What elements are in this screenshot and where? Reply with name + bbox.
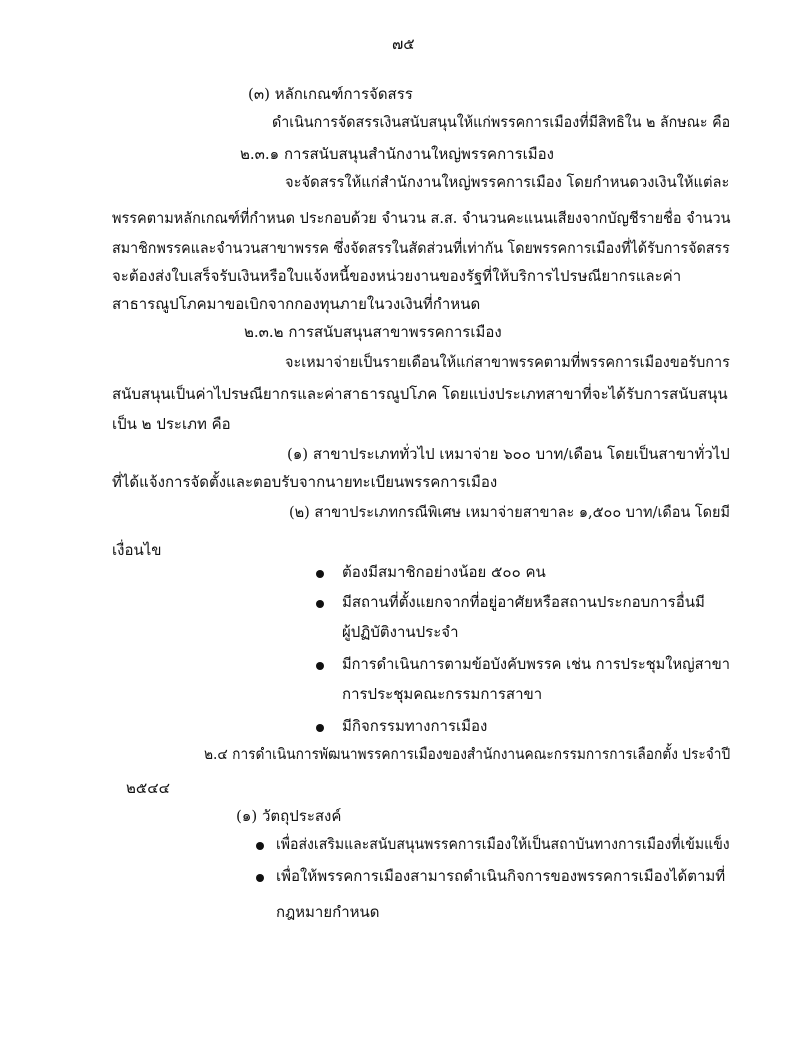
section-2-3-1-line-3: สมาชิกพรรคและจำนวนสาขาพรรค ซึ่งจัดสรรในสัดส่วนที่เท่ากัน โดยพรรคการเมืองที่ได้รับการจัดสรร [112, 239, 730, 257]
objective-2-line-2: กฎหมายกำหนด [276, 903, 380, 921]
section-2-3-2-line-3: เป็น ๒ ประเภท คือ [112, 415, 231, 433]
section-2-3-1-line-1: จะจัดสรรให้แก่สำนักงานใหญ่พรรคการเมือง โดยกำหนดวงเงินให้แต่ละ [285, 173, 730, 191]
branch-type-2-line-2: เงื่อนไข [112, 541, 162, 559]
branch-type-2-line-1: (๒) สาขาประเภทกรณีพิเศษ เหมาจ่ายสาขาละ ๑,๕๐๐ บาท/เดือน โดยมี [289, 503, 731, 521]
branch-type-1-line-1: (๑) สาขาประเภททั่วไป เหมาจ่าย ๖๐๐ บาท/เดือน โดยเป็นสาขาทั่วไป [287, 445, 730, 463]
section-2-4-heading-line-2: ๒๕๔๔ [126, 779, 170, 797]
section-3-intro: ดำเนินการจัดสรรเงินสนับสนุนให้แก่พรรคการเมืองที่มีสิทธิใน ๒ ลักษณะ คือ [272, 113, 731, 131]
condition-4-line-1: มีกิจกรรมทางการเมือง [342, 717, 488, 735]
bullet-icon [256, 874, 264, 882]
bullet-icon [316, 600, 324, 608]
section-2-3-1-heading: ๒.๓.๑ การสนับสนุนสำนักงานใหญ่พรรคการเมือง [240, 145, 554, 163]
condition-2-line-1: มีสถานที่ตั้งแยกจากที่อยู่อาศัยหรือสถานประกอบการอื่นมี [342, 593, 705, 611]
section-2-3-2-line-1: จะเหมาจ่ายเป็นรายเดือนให้แก่สาขาพรรคตามที่พรรคการเมืองขอรับการ [285, 353, 730, 371]
bullet-icon [316, 662, 324, 670]
section-2-3-1-line-2: พรรคตามหลักเกณฑ์ที่กำหนด ประกอบด้วย จำนวน ส.ส. จำนวนคะแนนเสียงจากบัญชีรายชื่อ จำนวน [112, 209, 731, 227]
objective-1-line-1: เพื่อส่งเสริมและสนับสนุนพรรคการเมืองให้เป็นสถาบันทางการเมืองที่เข้มแข็ง [276, 835, 730, 853]
page-number: ๗๕ [392, 35, 415, 53]
section-3-heading: (๓) หลักเกณฑ์การจัดสรร [248, 85, 413, 103]
bullet-icon [316, 724, 324, 732]
section-2-3-1-line-4: จะต้องส่งใบเสร็จรับเงินหรือใบแจ้งหนี้ของหน่วยงานของรัฐที่ให้บริการไปรษณียากรและค่า [112, 267, 682, 285]
bullet-icon [316, 570, 324, 578]
section-2-3-2-heading: ๒.๓.๒ การสนับสนุนสาขาพรรคการเมือง [244, 323, 502, 341]
condition-3-line-1: มีการดำเนินการตามข้อบังคับพรรค เช่น การประชุมใหญ่สาขา [342, 655, 731, 673]
condition-1-line-1: ต้องมีสมาชิกอย่างน้อย ๕๐๐ คน [342, 563, 546, 581]
bullet-icon [256, 842, 264, 850]
condition-3-line-2: การประชุมคณะกรรมการสาขา [342, 685, 543, 703]
branch-type-1-line-2: ที่ได้แจ้งการจัดตั้งและตอบรับจากนายทะเบียนพรรคการเมือง [112, 473, 498, 491]
objective-2-line-1: เพื่อให้พรรคการเมืองสามารถดำเนินกิจการของพรรคการเมืองได้ตามที่ [276, 867, 726, 885]
objective-heading: (๑) วัตถุประสงค์ [236, 807, 342, 825]
section-2-4-heading-line-1: ๒.๔ การดำเนินการพัฒนาพรรคการเมืองของสำนักงานคณะกรรมการการเลือกตั้ง ประจำปี [204, 745, 731, 763]
section-2-3-2-line-2: สนับสนุนเป็นค่าไปรษณียากรและค่าสาธารณูปโภค โดยแบ่งประเภทสาขาที่จะได้รับการสนับสนุน [112, 385, 728, 403]
condition-2-line-2: ผู้ปฏิบัติงานประจำ [342, 623, 459, 641]
section-2-3-1-line-5: สาธารณูปโภคมาขอเบิกจากกองทุนภายในวงเงินที่กำหนด [112, 295, 481, 313]
